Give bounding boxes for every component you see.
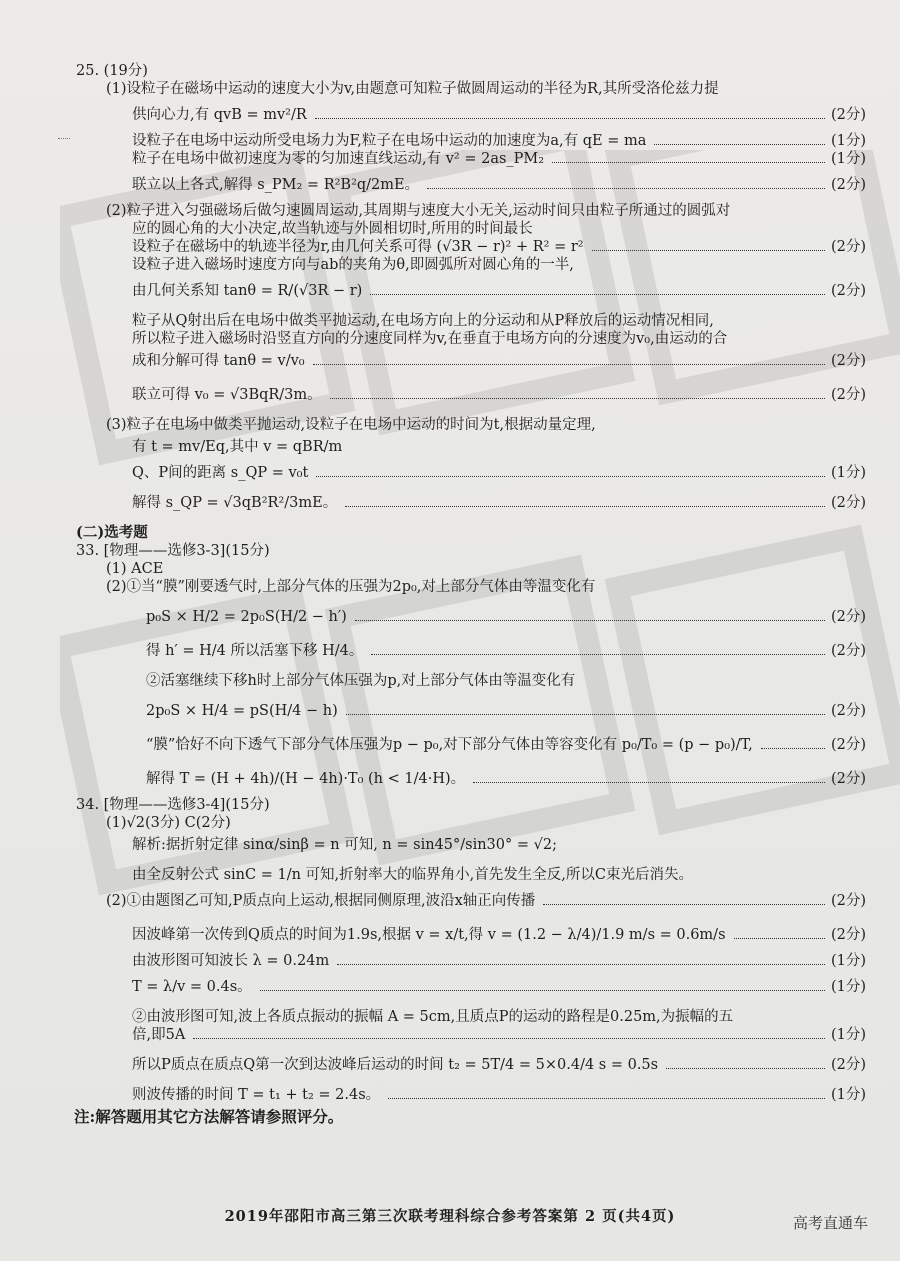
q25-part2-line7: 所以粒子进入磁场时沿竖直方向的分速度同样为v,在垂直于电场方向的分速度为v₀,由运动的合 — [132, 331, 728, 347]
score-label: (2分) — [830, 737, 866, 753]
dot-leader — [371, 654, 825, 655]
q34-part2-line3 — [76, 952, 866, 970]
score-label: (1分) — [830, 1027, 866, 1043]
dot-leader — [345, 506, 825, 507]
answer-content — [76, 62, 866, 1126]
line-text: 设粒子在电场中运动所受电场力为F,粒子在电场中运动的加速度为a,有 qE = ma — [132, 133, 647, 149]
scan-mark — [58, 138, 70, 143]
line-text: 解得 T = (H + 4h)/(H − 4h)·T₀ (h < 1/4·H)。 — [146, 771, 466, 787]
q25-part2-line9 — [76, 386, 866, 404]
q34-part2-line6 — [76, 1026, 866, 1044]
q33-part2-line7 — [76, 770, 866, 788]
q25-part2-line2: 应的圆心角的大小决定,故当轨迹与外圆相切时,所用的时间最长 — [132, 221, 533, 237]
line-text: 供向心力,有 qvB = mv²/R — [132, 107, 307, 123]
score-label: (2分) — [830, 893, 866, 909]
q25-part2-line5 — [76, 282, 866, 300]
score-label: (2分) — [830, 239, 866, 255]
dot-leader — [473, 782, 825, 783]
q33-part2-line5 — [76, 702, 866, 720]
score-label: (2分) — [830, 387, 866, 403]
q25-header: 25. (19分) — [76, 63, 148, 79]
line-text: 由波形图可知波长 λ = 0.24m — [132, 953, 330, 969]
q33-part2-line1: (2)①当“膜”刚要透气时,上部分气体的压强为2p₀,对上部分气体由等温变化有 — [106, 579, 596, 595]
line-text: 设粒子在磁场中的轨迹半径为r,由几何关系可得 (√3R − r)² + R² = r² — [132, 239, 584, 255]
line-text: 则波传播的时间 T = t₁ + t₂ = 2.4s。 — [132, 1087, 381, 1103]
q33-part2-line2 — [76, 608, 866, 626]
dot-leader — [543, 904, 825, 905]
q33-header: 33. [物理——选修3-3](15分) — [76, 543, 270, 559]
score-label: (1分) — [830, 133, 866, 149]
q25-part3-line4 — [76, 494, 866, 512]
q33-part2-line3 — [76, 642, 866, 660]
q34-part2-line5: ②由波形图可知,波上各质点振动的振幅 A = 5cm,且质点P的运动的路程是0.25m,为振幅的五 — [132, 1009, 734, 1025]
line-text: 所以P质点在质点Q第一次到达波峰后运动的时间 t₂ = 5T/4 = 5×0.4/4 s = 0.5s — [132, 1057, 659, 1073]
q25-part1-line3 — [76, 132, 866, 150]
grading-note: 注:解答题用其它方法解答请参照评分。 — [74, 1107, 344, 1126]
score-label: (2分) — [830, 177, 866, 193]
score-label: (1分) — [830, 1087, 866, 1103]
line-text: 2p₀S × H/4 = pS(H/4 − h) — [146, 703, 338, 719]
q25-part3-line1: (3)粒子在电场中做类平抛运动,设粒子在电场中运动的时间为t,根据动量定理, — [106, 417, 596, 433]
dot-leader — [316, 476, 825, 477]
dot-leader — [592, 250, 825, 251]
brand-watermark-text: 高考直通车 — [792, 1214, 868, 1232]
dot-leader — [761, 748, 825, 749]
score-label: (1分) — [830, 151, 866, 167]
q33-part2-line6 — [76, 736, 866, 754]
score-label: (2分) — [830, 495, 866, 511]
dot-leader — [666, 1068, 825, 1069]
dot-leader — [346, 714, 825, 715]
line-text: 解得 s_QP = √3qB²R²/3mE。 — [132, 495, 338, 511]
dot-leader — [260, 990, 825, 991]
score-label: (2分) — [830, 703, 866, 719]
q34-part2-line4 — [76, 978, 866, 996]
dot-leader — [337, 964, 825, 965]
line-text: 联立以上各式,解得 s_PM₂ = R²B²q/2mE。 — [132, 177, 420, 193]
dot-leader — [313, 364, 825, 365]
q34-part2-line8 — [76, 1086, 866, 1104]
line-text: (2)①由题图乙可知,P质点向上运动,根据同侧原理,波沿x轴正向传播 — [106, 893, 536, 909]
q25-part2-line6: 粒子从Q射出后在电场中做类平抛运动,在电场方向上的分运动和从P释放后的运动情况相同, — [132, 313, 714, 329]
q25-part1-line4 — [76, 150, 866, 168]
score-label: (2分) — [830, 107, 866, 123]
q34-answer1: (1)√2(3分) C(2分) — [106, 815, 231, 831]
dot-leader — [427, 188, 825, 189]
q34-part2-line2 — [76, 926, 866, 944]
score-label: (2分) — [830, 353, 866, 369]
line-text: “膜”恰好不向下透气下部分气体压强为p − p₀,对下部分气体由等容变化有 p₀/T₀ = (p − p₀)/T, — [146, 737, 753, 753]
line-text: 成和分解可得 tanθ = v/v₀ — [132, 353, 305, 369]
dot-leader — [355, 620, 825, 621]
line-text: 联立可得 v₀ = √3BqR/3m。 — [132, 387, 322, 403]
score-label: (2分) — [830, 771, 866, 787]
score-label: (2分) — [830, 643, 866, 659]
score-label: (2分) — [830, 927, 866, 943]
line-text: 得 h′ = H/4 所以活塞下移 H/4。 — [146, 643, 364, 659]
dot-leader — [734, 938, 825, 939]
q25-part1-line1: (1)设粒子在磁场中运动的速度大小为v,由题意可知粒子做圆周运动的半径为R,其所受洛伦兹力提 — [106, 81, 719, 97]
score-label: (1分) — [830, 465, 866, 481]
line-text: 由几何关系知 tanθ = R/(√3R − r) — [132, 283, 363, 299]
score-label: (2分) — [830, 609, 866, 625]
q33-part2-line4: ②活塞继续下移h时上部分气体压强为p,对上部分气体由等温变化有 — [146, 673, 576, 689]
line-text: 倍,即5A — [132, 1027, 186, 1043]
dot-leader — [654, 144, 825, 145]
score-label: (2分) — [830, 283, 866, 299]
score-label: (1分) — [830, 953, 866, 969]
q34-answer1-conclusion: 由全反射公式 sinC = 1/n 可知,折射率大的临界角小,首先发生全反,所以C束光后消失。 — [132, 867, 693, 883]
dot-leader — [370, 294, 825, 295]
q25-part3-line3 — [76, 464, 866, 482]
dot-leader — [388, 1098, 825, 1099]
q34-answer1-analysis: 解析:据折射定律 sinα/sinβ = n 可知, n = sin45°/sin30° = √2; — [132, 837, 557, 853]
q25-part2-line3 — [76, 238, 866, 256]
dot-leader — [315, 118, 825, 119]
q33-answer1: (1) ACE — [106, 561, 164, 577]
q34-header: 34. [物理——选修3-4](15分) — [76, 797, 270, 813]
dot-leader — [330, 398, 825, 399]
q34-part2-line1 — [76, 892, 866, 910]
q25-part2-line1: (2)粒子进入匀强磁场后做匀速圆周运动,其周期与速度大小无关,运动时间只由粒子所通过的圆弧对 — [106, 203, 731, 219]
dot-leader — [552, 162, 825, 163]
section-title: (二)选考题 — [76, 524, 148, 541]
q25-part2-line8 — [76, 352, 866, 370]
line-text: Q、P间的距离 s_QP = v₀t — [132, 465, 309, 481]
dot-leader — [193, 1038, 825, 1039]
page-footer: 2019年邵阳市高三第三次联考理科综合参考答案第 2 页(共4页) — [224, 1208, 676, 1225]
score-label: (1分) — [830, 979, 866, 995]
q25-part2-line4: 设粒子进入磁场时速度方向与ab的夹角为θ,即圆弧所对圆心角的一半, — [132, 257, 574, 273]
line-text: 粒子在电场中做初速度为零的匀加速直线运动,有 v² = 2as_PM₂ — [132, 151, 545, 167]
line-text: 因波峰第一次传到Q质点的时间为1.9s,根据 v = x/t,得 v = (1.2 − λ/4)/1.9 m/s = 0.6m/s — [132, 927, 726, 943]
score-label: (2分) — [830, 1057, 866, 1073]
q25-part1-line2 — [76, 106, 866, 124]
line-text: T = λ/v = 0.4s。 — [132, 979, 252, 995]
line-text: p₀S × H/2 = 2p₀S(H/2 − h′) — [146, 609, 347, 625]
q34-part2-line7 — [76, 1056, 866, 1074]
q25-part1-line5 — [76, 176, 866, 194]
q25-part3-line2: 有 t = mv/Eq,其中 v = qBR/m — [132, 439, 343, 455]
